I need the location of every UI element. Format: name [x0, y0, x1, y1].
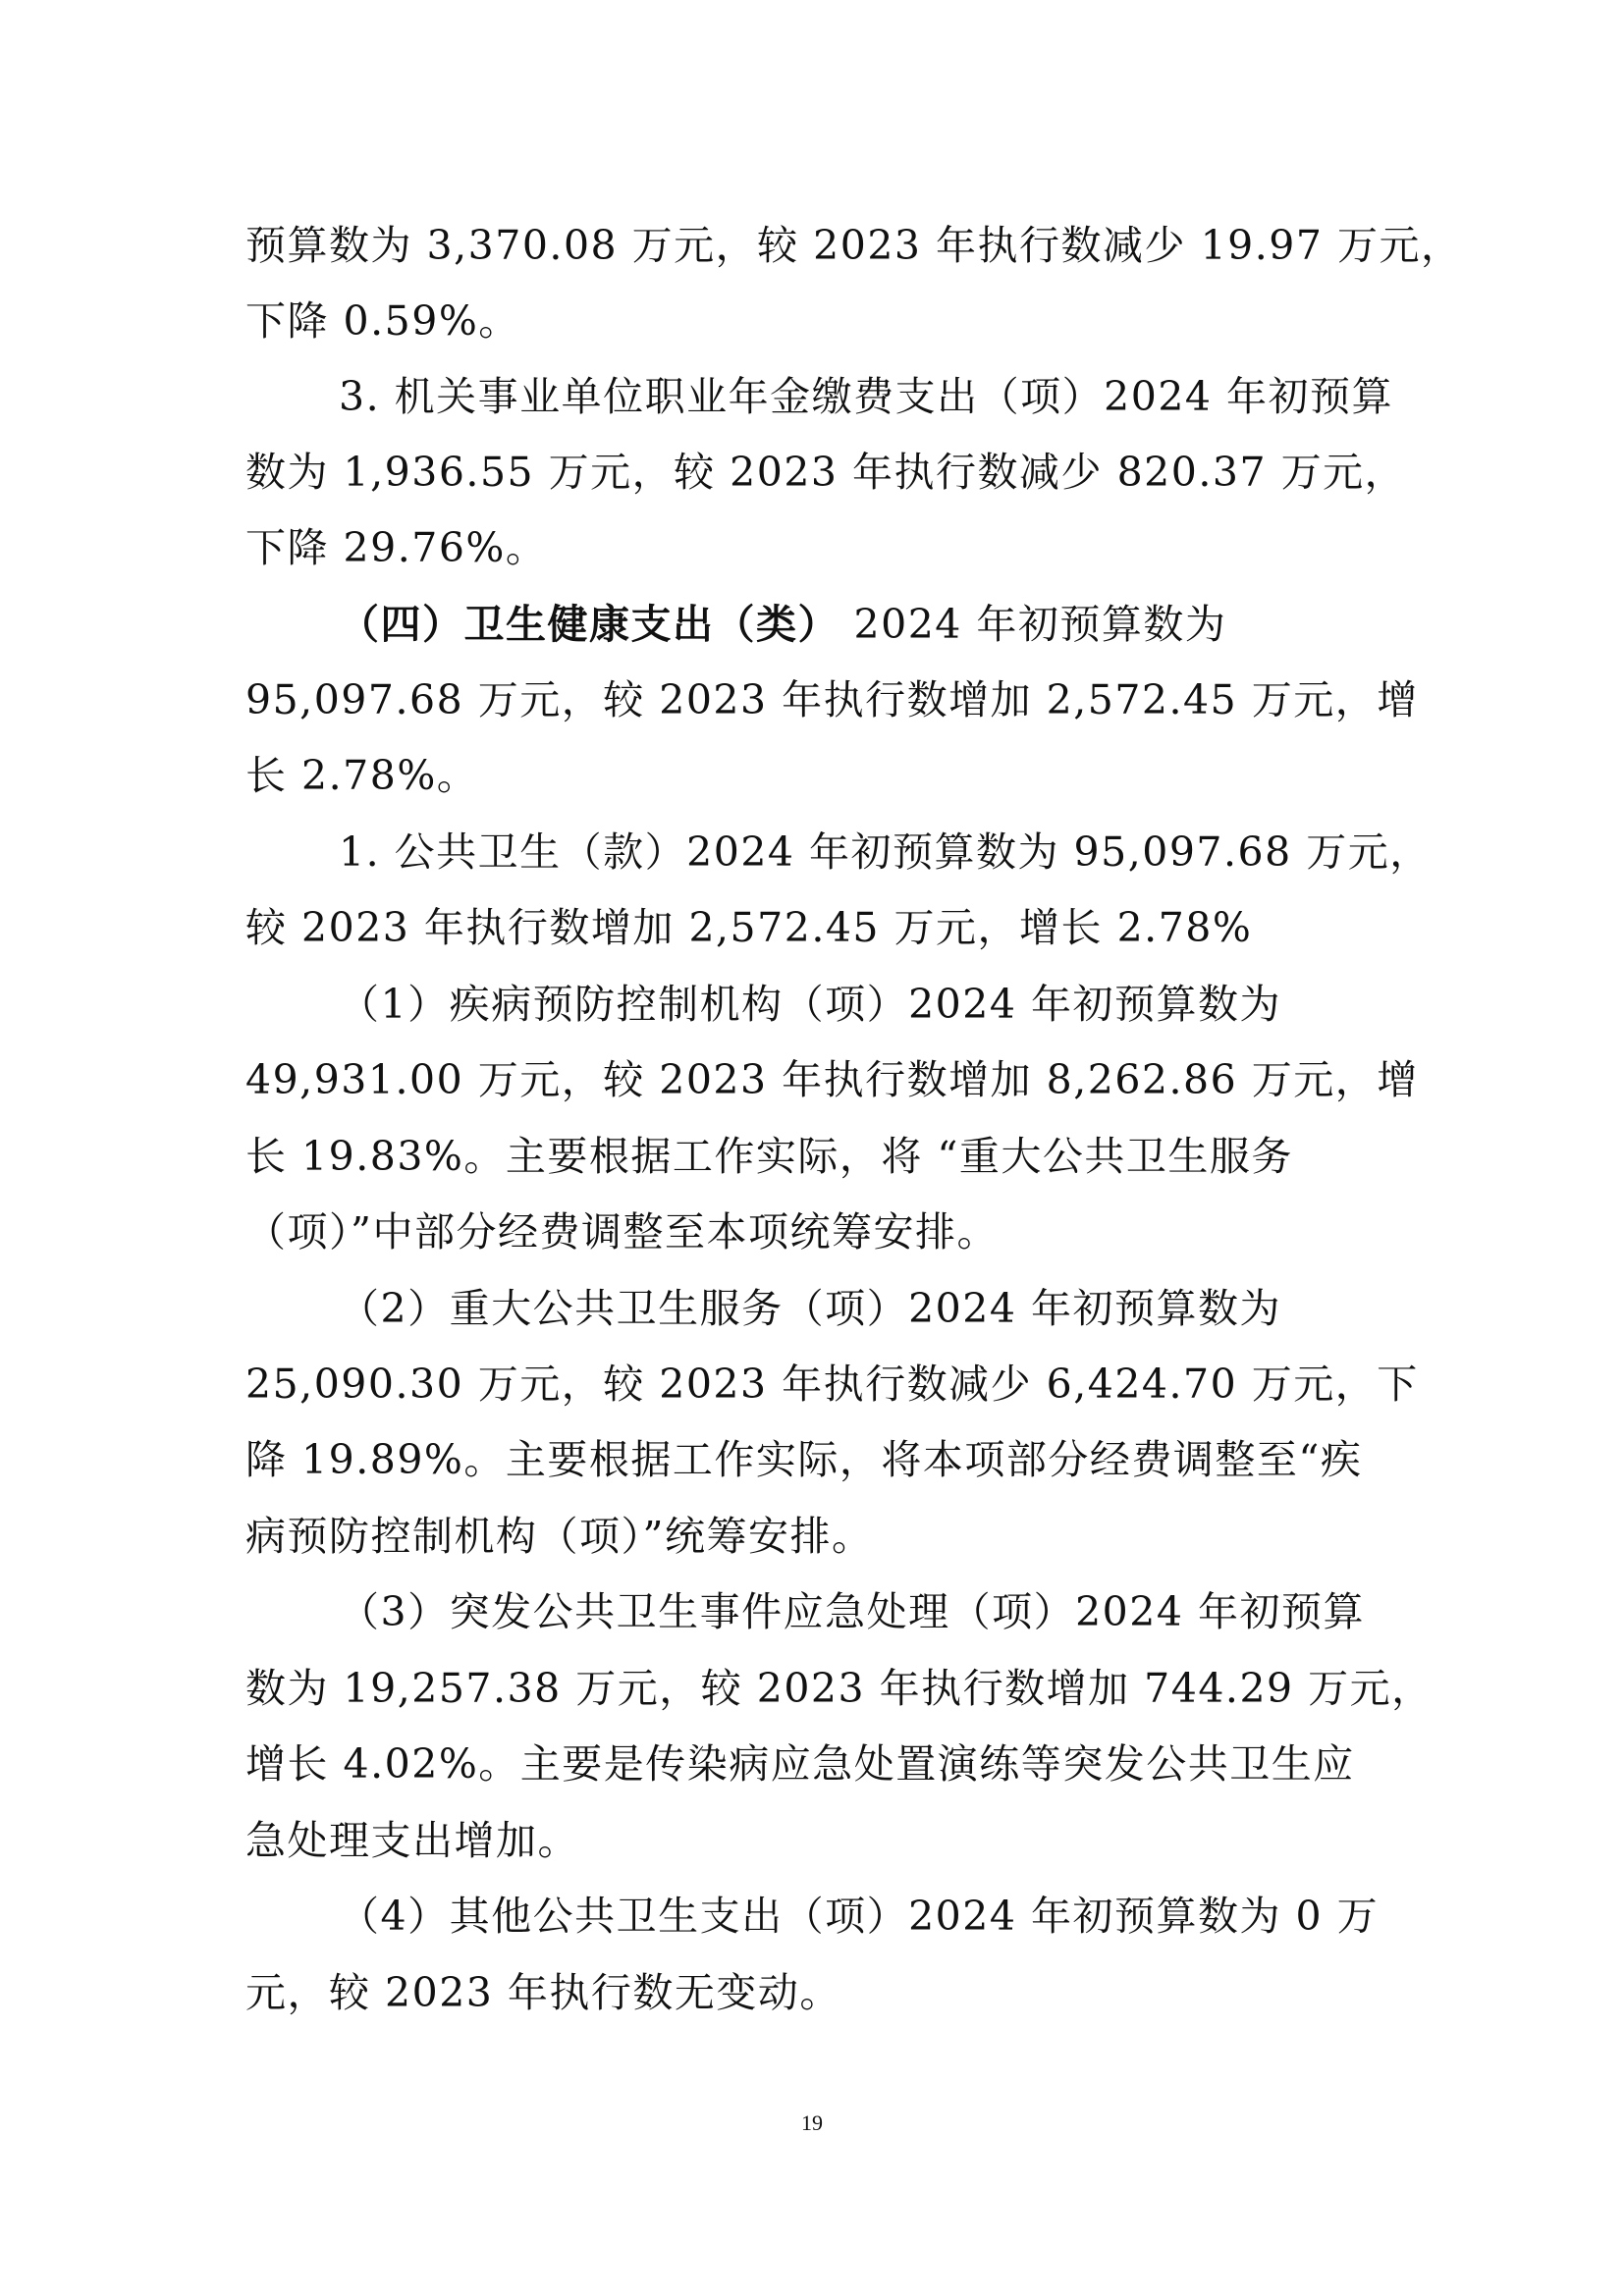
text-line: 降 19.89%。主要根据工作实际，将本项部分经费调整至“疾: [245, 1436, 1363, 1483]
text-line: 元，较 2023 年执行数无变动。: [245, 1969, 841, 2016]
text-line: 长 2.78%。: [245, 752, 479, 799]
page-number: 19: [801, 2110, 823, 2135]
text-line: 病预防控制机构（项）”统筹安排。: [245, 1513, 874, 1560]
text-line: 下降 0.59%。: [245, 297, 520, 345]
text-line: （2）重大公共卫生服务（项）2024 年初预算数为: [339, 1285, 1281, 1332]
text-line: 数为 1,936.55 万元，较 2023 年执行数减少 820.37 万元，: [245, 449, 1407, 496]
text-line: 下降 29.76%。: [245, 524, 548, 571]
text-line: 3. 机关事业单位职业年金缴费支出（项）2024 年初预算: [339, 373, 1394, 420]
text-line: 较 2023 年执行数增加 2,572.45 万元，增长 2.78%: [245, 904, 1253, 951]
text-line: 49,931.00 万元，较 2023 年执行数增加 8,262.86 万元，增: [245, 1056, 1419, 1103]
text-line: 95,097.68 万元，较 2023 年执行数增加 2,572.45 万元，增: [245, 676, 1419, 723]
text-line: 数为 19,257.38 万元，较 2023 年执行数增加 744.29 万元，: [245, 1665, 1434, 1712]
text-line: 预算数为 3,370.08 万元，较 2023 年执行数减少 19.97 万元，: [245, 222, 1463, 269]
text-line: （项）”中部分经费调整至本项统筹安排。: [245, 1208, 999, 1255]
text-line: 1. 公共卫生（款）2024 年初预算数为 95,097.68 万元，: [339, 828, 1432, 876]
text-line: （1）疾病预防控制机构（项）2024 年初预算数为: [339, 981, 1281, 1028]
section-heading-continuation: 2024 年初预算数为: [839, 601, 1227, 648]
text-line: 增长 4.02%。主要是传染病应急处置演练等突发公共卫生应: [245, 1740, 1355, 1788]
section-heading-line: [339, 597, 1517, 652]
text-line: （4）其他公共卫生支出（项）2024 年初预算数为 0 万: [339, 1893, 1380, 1940]
text-line: （3）突发公共卫生事件应急处理（项）2024 年初预算: [339, 1588, 1365, 1635]
section-heading: （四）卫生健康支出（类）: [339, 601, 839, 648]
text-line: 急处理支出增加。: [245, 1817, 579, 1864]
text-line: 25,090.30 万元，较 2023 年执行数减少 6,424.70 万元，下: [245, 1361, 1419, 1408]
text-line: 长 19.83%。主要根据工作实际，将 “重大公共卫生服务: [245, 1133, 1293, 1180]
